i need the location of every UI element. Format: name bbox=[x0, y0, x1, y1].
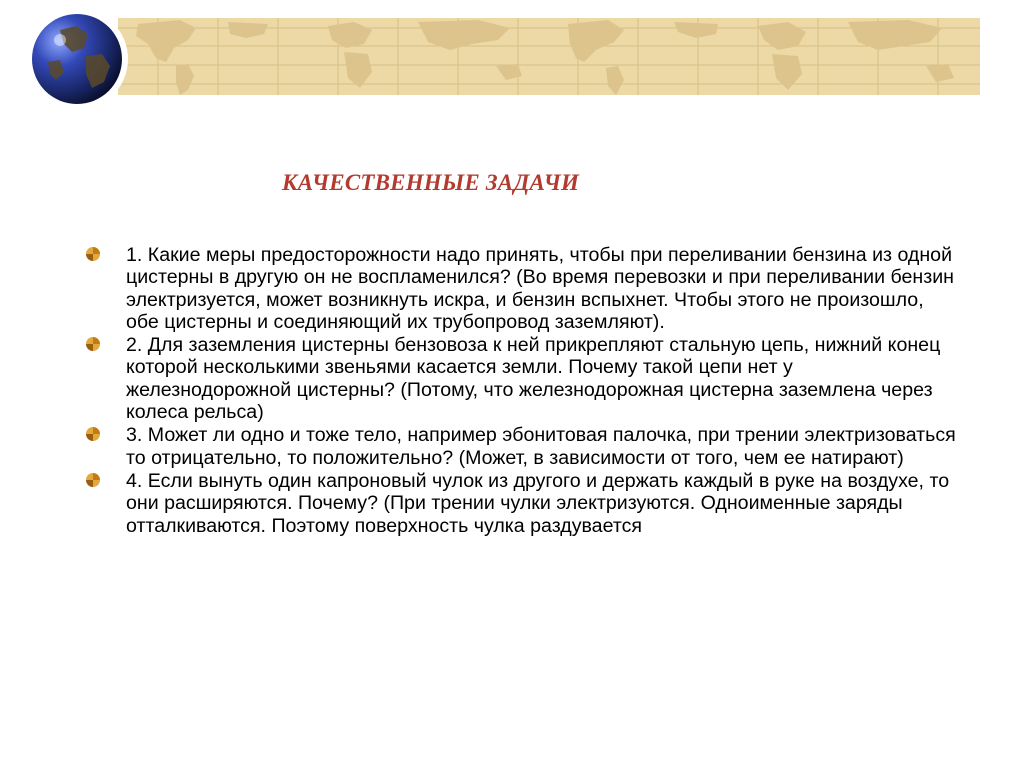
bullet-icon bbox=[86, 247, 100, 261]
item-text: 3. Может ли одно и тоже тело, например эбонитовая палочка, при трении электризоваться то отрицательно, то положительно? (Может, в зависимости от того, чем ее натирают) bbox=[126, 424, 956, 469]
bullet-icon bbox=[86, 337, 100, 351]
item-text: 4. Если вынуть один капроновый чулок из другого и держать каждый в руке на воздухе, то они расширяются. Почему? (При трении чулки электризуются. Одноименные заряды отталкиваются. Поэтому поверхность чулка раздувается bbox=[126, 469, 950, 537]
globe-logo bbox=[26, 8, 128, 110]
list-item bbox=[86, 424, 956, 469]
slide-title: КАЧЕСТВЕННЫЕ ЗАДАЧИ bbox=[282, 170, 580, 195]
list-item bbox=[86, 334, 956, 423]
list-item bbox=[86, 470, 956, 537]
question-list bbox=[86, 244, 956, 538]
globe-icon bbox=[26, 8, 128, 110]
item-text: 1. Какие меры предосторожности надо принять, чтобы при переливании бензина из одной цистерны в другую он не воспламенился? (Во время перевозки и при переливании бензин электризуется, может возникнуть искра, и бензин вспыхнет. Чтобы этого не произошло, обе цистерны и соединяющий их трубопровод заземляют). bbox=[126, 244, 954, 333]
world-map-banner bbox=[118, 18, 980, 95]
world-map-icon bbox=[118, 18, 980, 95]
list-item bbox=[86, 244, 956, 333]
item-text: 2. Для заземления цистерны бензовоза к ней прикрепляют стальную цепь, нижний конец которой несколькими звеньями касается земли. Почему такой цепи нет у железнодорожной цистерны? (Потому, что железнодорожная цистерна заземлена через колеса рельса) bbox=[126, 334, 941, 424]
bullet-icon bbox=[86, 427, 100, 441]
bullet-icon bbox=[86, 473, 100, 487]
